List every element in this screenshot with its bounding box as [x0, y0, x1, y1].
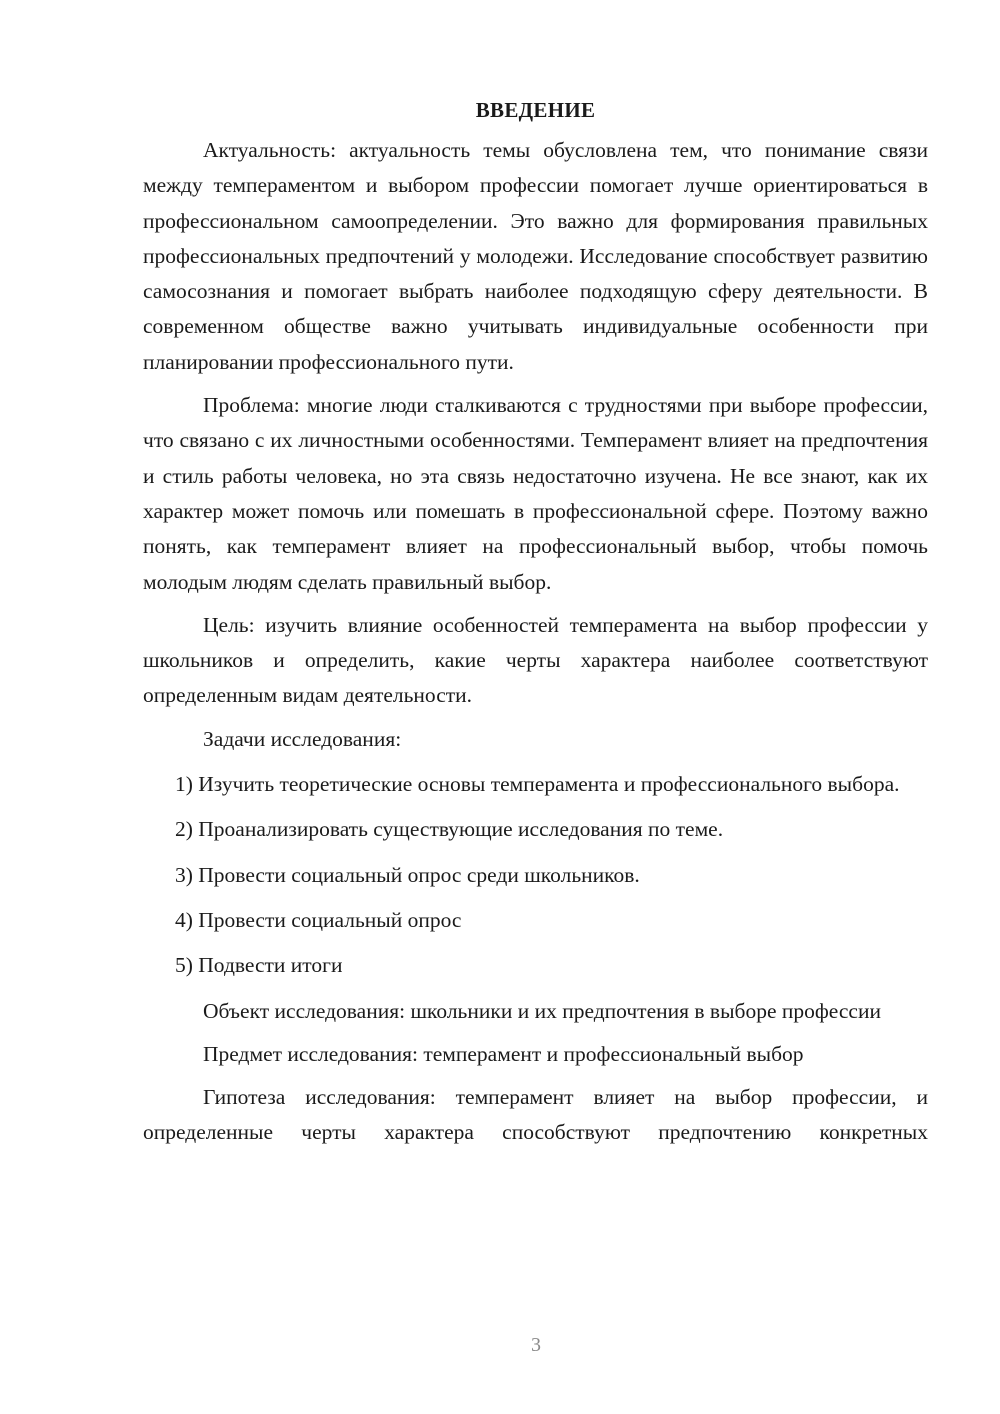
paragraph-object: Объект исследования: школьники и их предпочтения в выборе профессии: [203, 998, 881, 1023]
tasks-title: Задачи исследования:: [203, 726, 402, 751]
task-item-2: 2) Проанализировать существующие исследования по теме.: [175, 817, 724, 842]
paragraph-relevance: Актуальность: актуальность темы обусловлена тем, что понимание связи между темпераментом и выбором профессии помогает лучше ориентироваться в профессиональном самоопределении. Это важно для формирования правильных профессиональных предпочтений у молодежи. Исследование способствует развитию самосознания и помогает выбрать наиболее подходящую сферу деятельности. В современном обществе важно учитывать индивидуальные особенности при планировании профессионального пути.: [143, 138, 928, 374]
paragraph-problem: Проблема: многие люди сталкиваются с трудностями при выборе профессии, что связано с их личностными особенностями. Темперамент влияет на предпочтения и стиль работы человека, но эта связь недостаточно изучена. Не все знают, как их характер может помочь или помешать в профессиональной сфере. Поэтому важно понять, как темперамент влияет на профессиональный выбор, чтобы помочь молодым людям сделать правильный выбор.: [143, 393, 928, 594]
task-item-5: 5) Подвести итоги: [175, 953, 343, 978]
paragraph-goal: Цель: изучить влияние особенностей темперамента на выбор профессии у школьников и определить, какие черты характера наиболее соответствуют определенным видам деятельности.: [143, 612, 928, 708]
page-number: 3: [531, 1334, 541, 1356]
paragraph-subject: Предмет исследования: темперамент и профессиональный выбор: [203, 1041, 804, 1066]
document-page: [143, 96, 928, 1159]
task-item-1: 1) Изучить теоретические основы темперамента и профессионального выбора.: [175, 772, 900, 797]
task-item-3: 3) Провести социальный опрос среди школьников.: [175, 862, 640, 887]
paragraph-hypothesis: Гипотеза исследования: темперамент влияет на выбор профессии, и определенные черты характера способствуют предпочтению конкретных: [143, 1085, 928, 1145]
task-item-4: 4) Провести социальный опрос: [175, 907, 462, 932]
section-heading: ВВЕДЕНИЕ: [475, 98, 596, 122]
